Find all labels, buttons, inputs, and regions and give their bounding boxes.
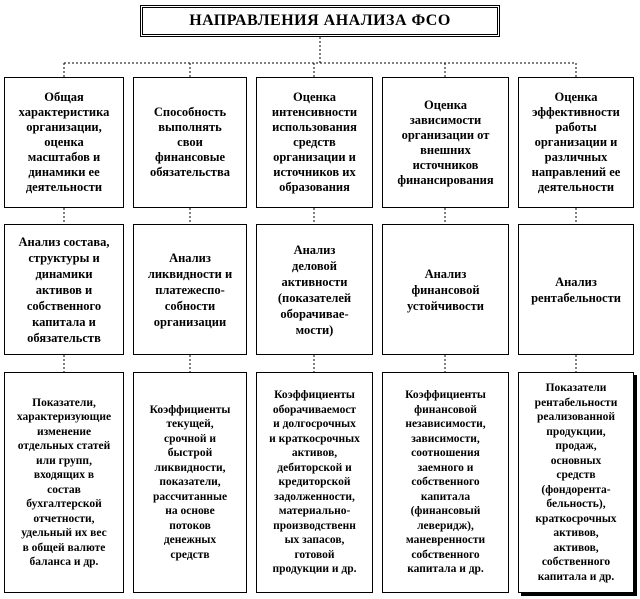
analysis-box-3	[256, 224, 373, 355]
goal-text-2: Способность выполнять свои финансовые обязательства	[150, 105, 230, 179]
goal-text-1: Общая характеристика организации, оценка масштабов и динамики ее деятельности	[18, 90, 110, 194]
indicators-box-5	[518, 372, 634, 593]
indicators-text-5: Показатели рентабельности реализованной продукции, продаж, основных средств (фондорента- бельность), краткосрочных активов, активов, собственного капитала и др.	[534, 382, 618, 583]
goal-box-5	[518, 77, 634, 208]
goal-box-4	[382, 77, 509, 208]
goal-text-5: Оценка эффективности работы организации и различных направлений ее деятельности	[531, 90, 621, 194]
indicators-text-4: Коэффициенты финансовой независимости, зависимости, соотношения заемного и собственного капитала (финансовый леверидж), маневренности собственного капитала и др.	[405, 389, 486, 576]
diagram-title-text: НАПРАВЛЕНИЯ АНАЛИЗА ФСО	[189, 12, 451, 29]
goal-box-2	[133, 77, 247, 208]
indicators-text-3: Коэффициенты оборачиваемост и долгосрочных и краткосрочных активов, дебиторской и кредиторской задолженности, материально- производственн ых запасов, готовой продукции и др.	[269, 389, 360, 576]
indicators-text-2: Коэффициенты текущей, срочной и быстрой ликвидности, показатели, рассчитанные на основе потоков денежных средств	[149, 403, 231, 561]
analysis-box-1	[4, 224, 124, 355]
indicators-box-4	[382, 372, 509, 593]
indicators-box-2	[133, 372, 247, 593]
analysis-text-2: Анализ ликвидности и платежеспо- собности организации	[147, 250, 233, 329]
goal-text-3: Оценка интенсивности использования средств организации и источников их образования	[271, 90, 358, 194]
analysis-text-4: Анализ финансовой устойчивости	[407, 266, 484, 313]
indicators-text-1: Показатели, характеризующие изменение отдельных статей или групп, входящих в состав бухгалтерской отчетности, удельный их вес в общей валюте баланса и др.	[16, 396, 112, 568]
goal-text-4: Оценка зависимости организации от внешних источников финансирования	[397, 97, 494, 187]
analysis-box-4	[382, 224, 509, 355]
analysis-box-5	[518, 224, 634, 355]
indicators-box-1	[4, 372, 124, 593]
goal-box-1	[4, 77, 124, 208]
analysis-box-2	[133, 224, 247, 355]
diagram-title	[140, 5, 500, 37]
analysis-text-5: Анализ рентабельности	[531, 274, 621, 305]
indicators-box-3	[256, 372, 373, 593]
goal-box-3	[256, 77, 373, 208]
analysis-text-1: Анализ состава, структуры и динамики активов и собственного капитала и обязательств	[18, 234, 110, 345]
analysis-text-3: Анализ деловой активности (показателей оборачивае- мости)	[277, 242, 352, 337]
